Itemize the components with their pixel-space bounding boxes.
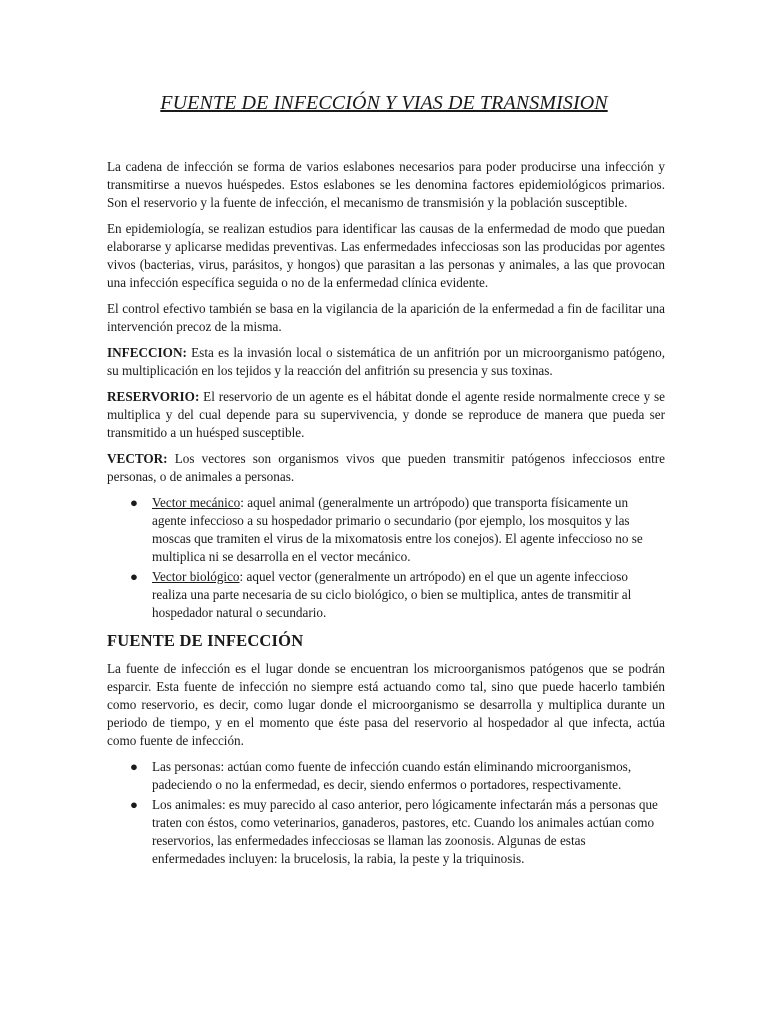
definition-text: Los vectores son organismos vivos que pueden transmitir patógenos infecciosos entre personas, o de animales a personas. — [107, 451, 665, 484]
list-item — [130, 758, 665, 794]
paragraph-cadena: La cadena de infección se forma de varios eslabones necesarios para poder producirse una infección y transmitirse a nuevos huéspedes. Estos eslabones se les denomina factores epidemiológicos primarios. Son el reservorio y la fuente de infección, el mecanismo de transmisión y la población susceptible. — [107, 159, 665, 210]
paragraph-epidemiologia: En epidemiología, se realizan estudios para identificar las causas de la enfermedad de modo que puedan elaborarse y aplicarse medidas preventivas. Las enfermedades infecciosas son las producidas por agentes vivos (bacterias, virus, parásitos, y hongos) que parasitan a las personas y animales, a las que provocan una infección específica seguida o no de la enfermedad clínica evidente. — [107, 221, 665, 290]
page-title: FUENTE DE INFECCIÓN Y VIAS DE TRANSMISION — [160, 92, 608, 114]
list-item-term: Vector biológico — [152, 569, 240, 584]
list-item-text: Las personas: actúan como fuente de infección cuando están eliminando microorganismos, padeciendo o no la enfermedad, es decir, siendo enfermos o portadores, respectivamente. — [152, 759, 632, 792]
bullet-icon: ● — [130, 495, 138, 510]
list-item-text: Los animales: es muy parecido al caso anterior, pero lógicamente infectarán más a personas que traten con éstos, como veterinarios, ganaderos, pastores, etc. Cuando los animales actúan como reservorios, las enfermedades infecciosas se llaman las zoonosis. Algunas de estas enfermedades incluyen: la brucelosis, la rabia, la peste y la triquinosis. — [152, 797, 658, 866]
section-heading: FUENTE DE INFECCIÓN — [107, 631, 304, 650]
definition-infeccion — [107, 344, 665, 380]
definition-term: RESERVORIO: — [107, 389, 200, 404]
definition-reservorio — [107, 388, 665, 442]
list-item — [130, 494, 665, 566]
definition-term: VECTOR: — [107, 451, 168, 466]
definition-term: INFECCION: — [107, 345, 187, 360]
paragraph-fuente: La fuente de infección es el lugar donde se encuentran los microorganismos patógenos que se podrán esparcir. Esta fuente de infección no siempre está actuando como tal, sino que puede hacerlo también como reservorio, es decir, como lugar donde el microorganismo se desarrolla y multiplica durante un periodo de tiempo, y en el momento que éste pasa del reservorio al hospedador al que infecta, actúa como fuente de infección. — [107, 661, 665, 748]
document-body — [107, 158, 665, 876]
list-item-text: : aquel animal (generalmente un artrópodo) que transporta físicamente un agente infeccioso a su hospedador primario o secundario (por ejemplo, los mosquitos y las moscas que tramiten el virus de la mixomatosis entre los conejos). El agente infeccioso no se multiplica ni se desarrolla en el vector mecánico. — [152, 495, 643, 564]
definition-vector — [107, 450, 665, 486]
list-item — [130, 568, 665, 622]
list-item — [130, 796, 665, 868]
paragraph-control: El control efectivo también se basa en la vigilancia de la aparición de la enfermedad a fin de facilitar una intervención precoz de la misma. — [107, 301, 665, 334]
bullet-icon: ● — [130, 759, 138, 774]
list-item-term: Vector mecánico — [152, 495, 241, 510]
list-item-text: : aquel vector (generalmente un artrópodo) en el que un agente infeccioso realiza una parte necesaria de su ciclo biológico, o bien se multiplica, antes de transmitir al hospedador natural o secundario. — [152, 569, 632, 620]
bullet-icon: ● — [130, 797, 138, 812]
definition-text: El reservorio de un agente es el hábitat donde el agente reside normalmente crece y se multiplica y del cual depende para su supervivencia, y donde se reproduce de manera que pueda ser transmitido a un huésped susceptible. — [107, 389, 665, 440]
bullet-icon: ● — [130, 569, 138, 584]
definition-text: Esta es la invasión local o sistemática de un anfitrión por un microorganismo patógeno, su multiplicación en los tejidos y la reacción del anfitrión su presencia y sus toxinas. — [107, 345, 665, 378]
vector-list — [107, 494, 665, 622]
source-list — [107, 758, 665, 868]
